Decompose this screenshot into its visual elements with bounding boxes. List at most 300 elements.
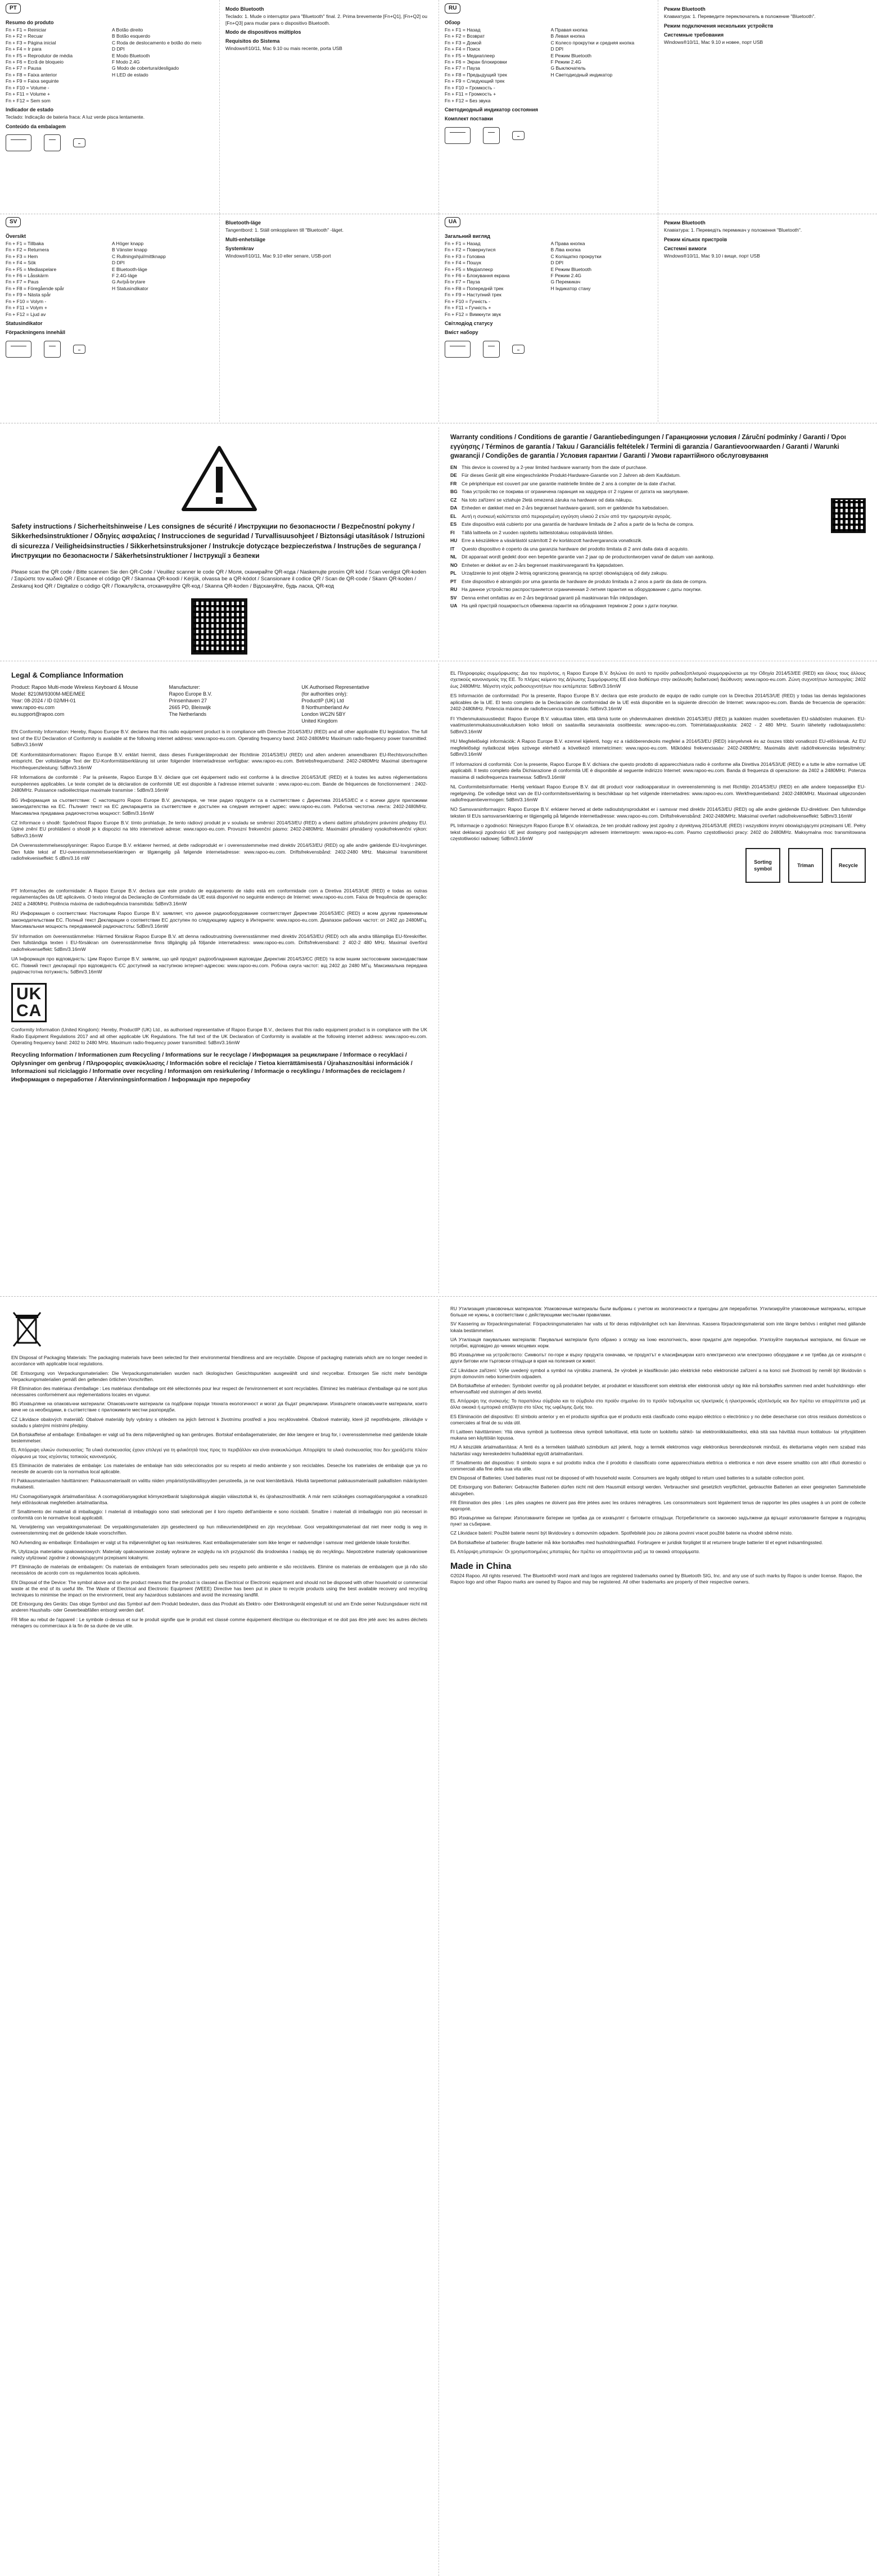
lang-badge: SV <box>6 217 21 227</box>
recycling-paragraph: EL Απόρριψη υλικών συσκευασίας: Τα υλικά συσκευασίας έχουν επιλεγεί για τη φιλικότητά τους προς το περιβάλλον και είναι ανακυκλώσιμα. Απορρίψτε τα υλικά συσκευασίας που δεν χρειάζεστε πλέον σύμφωνα με τους ισχύοντες τοπικούς κανονισμούς. <box>11 1447 427 1459</box>
keyboard-icon <box>6 134 31 151</box>
key-item: D DPI <box>550 46 564 52</box>
warranty-row <box>450 587 825 593</box>
product-name: Product: Rapoo Multi-mode Wireless Keyboard & Mouse <box>11 684 138 690</box>
key-item: Fn + F9 = Faixa seguinte <box>6 78 59 84</box>
recycling-paragraph: FI Laitteen hävittäminen: Yllä oleva symboli ja tuotteessa oleva symboli tarkoittavat, että tuote on luokiteltu sähkö- tai elektroniikkalaitteeksi, eikä sitä saa hävittää muun kotitalous- tai yritysjätteen mukana sen käyttöiän lopussa. <box>450 1429 866 1441</box>
key-item: H Statusindikator <box>112 285 148 291</box>
legal-paragraph: DE Konformitätsinformationen: Rapoo Europe B.V. erklärt hiermit, dass dieses Funkgeräteprodukt der Richtlinie 2014/53/EU (RED) und allen anderen anwendbaren EU-Rechtsvorschriften entspricht. Der vollständige Text der EU-Konformitätserklärung ist unter folgender Internetadresse verfügbar: www.rapoo-eu.com. Betriebsfrequenzband: 2402-2480MHz Maximal übertragene Hochfrequenzleistung: 5dBm/3.16mW <box>11 751 427 770</box>
key-item: D DPI <box>550 260 564 266</box>
lang-code: FR <box>450 480 457 486</box>
recycling-paragraph: EN Disposal of Batteries: Used batteries must not be disposed of with household waste. Consumers are legally obliged to return used batteries to a suitable collection point. <box>450 1475 805 1481</box>
lang-code: HU <box>450 538 458 544</box>
sorting-icon: Sorting symbol <box>745 848 780 883</box>
section-title: Системные требования <box>664 31 724 38</box>
key-item: Fn + F4 = Пошук <box>445 260 481 266</box>
uk-rep-sub: (for authorities only): <box>301 691 348 697</box>
key-item: Fn + F8 = Faixa anterior <box>6 71 57 78</box>
key-item: Fn + F8 = Попередній трек <box>445 285 504 291</box>
section-title: Світлодіод статусу <box>445 321 493 327</box>
key-item: Fn + F1 = Назад <box>445 240 481 246</box>
qr-code-icon[interactable] <box>191 598 247 655</box>
lang-code: PT <box>450 578 456 584</box>
safety-heading: Safety instructions / Sicherheitshinweise / Les consignes de sécurité / Инструкции по безопасности / Bezpečnostní pokyny / Sikkerhedsinstruktioner / Οδηγίες ασφαλείας / Instrucciones de seguridad / Turvallisuusohjeet / Biztonsági utasítások / Istruzioni di sicurezza / Veiligheidsinstructies / Sikkerhetsinstruksjoner / Instrukcje dotyczące bezpieczeństwa / Instruções de segurança / Инструкции по безопасности / Säkerhetsinstruktioner / Інструкції з безпеки <box>11 522 425 560</box>
key-item: H Светодиодный индикатор <box>550 71 613 78</box>
package-diagram <box>6 134 214 151</box>
recycling-logos <box>450 848 866 883</box>
lang-code: NO <box>450 562 458 568</box>
key-item: Fn + F5 = Reprodutor de média <box>6 52 73 58</box>
section-title: Режим подключения нескольких устройств <box>664 22 774 29</box>
recycling-paragraph: BG Изхвърляне на батерии: Използваните батерии не трябва да се изхвърлят с битовите отпадъци. Потребителите са законово задължени да връщат използваните батерии в подходящ пункт за събиране. <box>450 1515 866 1527</box>
product-model: Model: 8210M/9300M-MEE/MEE <box>11 691 85 697</box>
recycling-paragraph: CZ Likvidace baterií: Použité baterie nesmí být likvidovány s domovním odpadem. Spotřebitelé jsou ze zákona povinni vracet použité baterie na vhodné sběrné místo. <box>450 1530 793 1536</box>
warning-icon <box>11 444 427 513</box>
key-item: Fn + F7 = Пауза <box>445 279 480 285</box>
key-item: E Режим Bluetooth <box>550 52 592 58</box>
manual-col-pt-1 <box>0 0 219 214</box>
recycling-paragraph: ES Eliminación de materiales de embalaje: Los materiales de embalaje han sido seleccionados por su respeto al medio ambiente y son reciclables. Deseche los materiales de embalaje que ya no necesite de acuerdo con la normativa local aplicable. <box>11 1462 427 1474</box>
warranty-row <box>450 489 825 495</box>
legal-paragraph: SV Information om överensstämmelse: Härmed försäkrar Rapoo Europe B.V. att denna radioutrustning överensstämmer med direktiv 2014/53/EU (RED) och alla andra tillämpliga EU-föreskrifter. Den fullständiga texten i EU-försäkran om överensstämmelse finns tillgänglig på följande internetadress: www.rapoo-eu.com. Driftsfrekvensband: 2 402-2 480 MHz. Maximal överförd radiofrekvenseffekt: 5dBm/3.16mW <box>11 933 427 952</box>
manufacturer-label: Manufacturer: <box>169 684 201 690</box>
recycling-paragraph: SV Kassering av förpackningsmaterial: Förpackningsmaterialen har valts ut för deras miljövänlighet och kan återvinnas. Kassera förpackningsmaterial som inte längre behövs i enlighet med gällande lokala bestämmelser. <box>450 1321 866 1333</box>
warranty-row <box>450 595 825 601</box>
key-item: Fn + F2 = Повернутися <box>445 247 496 253</box>
lang-code: DE <box>450 472 457 479</box>
legal-paragraph: BG Информация за съответствие: С настоящото Rapoo Europe B.V. декларира, че тези радио продукти са в съответствие с Директива 2014/53/ЕС и с всички други приложими законодателства на ЕС. Пълният текст на ЕС декларацията за съответствие е достъпен на следния интернет адрес: www.rapoo-eu.com. Работна честотна лента: 2402-2480MHz. Максимална предавана радиочестотна мощност: 5dBm/3.16mW <box>11 797 427 816</box>
key-item: Fn + F5 = Медіаплеєр <box>445 266 493 272</box>
key-item: F Режим 2.4G <box>550 272 582 278</box>
key-list <box>445 241 652 318</box>
section-title: Systemkrav <box>225 245 254 251</box>
key-item: C Коліщатко прокрутки <box>550 253 602 259</box>
legal-paragraph: NL Conformiteitsinformatie: Hierbij verklaart Rapoo Europe B.V. dat dit product voor radioapparatuur in overeenstemming is met Richtlijn 2014/53/EU (RED) en alle andere toepasselijke EU-regelgeving. De volledige tekst van de EU-conformiteitsverklaring is beschikbaar op het volgende internetadres: www.rapoo-eu.com. Werkfrequentieband: 2402-2480MHz. Maximaal uitgezonden radiofrequentievermogen: 5dBm/3.16mW <box>450 784 866 802</box>
triman-icon: Triman <box>788 848 823 883</box>
recycling-paragraph: PL Utylizacja materiałów opakowaniowych: Materiały opakowaniowe zostały wybrane ze względu na ich przyjazność dla środowiska i nadają się do recyklingu. Niepotrzebne materiały opakowaniowe należy utylizować zgodnie z obowiązującymi przepisami lokalnymi. <box>11 1548 427 1561</box>
warranty-row <box>450 521 825 527</box>
safety-panel <box>0 427 438 658</box>
legal-paragraph: NO Samsvarsinformasjon: Rapoo Europe B.V. erklærer herved at dette radioutstyrsproduktet er i samsvar med direktiv 2014/53/EU (RED) og alle andre gjeldende EU-direktiver. Den fullstendige teksten til EUs samsvarserklæring er tilgjengelig på følgende internettadresse: www.rapoo-eu.com. Driftsfrekvensbånd: 2402-2480MHz. Maksimal overført radiofrekvenseffekt: 5dBm/3.16mW <box>450 806 866 819</box>
key-item: C Roda de deslocamento e botão do meio <box>112 39 202 46</box>
warranty-text: Това устройство се покрива от ограничена гаранция на хардуера от 2 години от датата на закупуване. <box>462 489 689 495</box>
lang-code: DA <box>450 505 458 511</box>
recycling-paragraph: NO Avhending av emballasje: Emballasjen er valgt ut fra miljøvennlighet og kan resirkuleres. Kast emballasjematerialer som ikke lenger er nødvendige i samsvar med gjeldende lokale forskrifter. <box>11 1539 411 1545</box>
lang-badge: RU <box>445 3 460 13</box>
key-item: Fn + F5 = Медиаплеер <box>445 52 495 58</box>
warranty-text: Enheten er dekket av en 2-års begrenset maskinvaregaranti fra kjøpsdatoen. <box>462 562 625 568</box>
key-item: Fn + F1 = Tillbaka <box>6 240 44 246</box>
key-item: G Av/på-brytare <box>112 279 146 285</box>
key-item: B Левая кнопка <box>550 33 585 39</box>
warranty-row <box>450 472 825 479</box>
recycling-paragraph: EN Disposal of Packaging Materials: The packaging materials have been selected for their environmental friendliness and are recyclable. Dispose of packaging materials which are no longer needed in accordance with applicable local regulations. <box>11 1355 427 1367</box>
lang-badge: UA <box>445 217 460 227</box>
section-title: Обзор <box>445 19 460 25</box>
key-list <box>445 27 652 105</box>
section-title: Светодиодный индикатор состояния <box>445 107 538 113</box>
key-item: Fn + F10 = Гучність - <box>445 298 490 304</box>
divider <box>0 1296 877 1297</box>
key-item: Fn + F9 = Следующий трек <box>445 78 505 84</box>
recycling-heading: Recycling Information / Informationen zum Recycling / Informations sur le recyclage / Информация за рециклиране / Informace o recyklaci / Oplysninger om genbrug / Πληροφορίες ανακύκλωσης / Información sobre el reciclaje / Tietoa kierrättämisestä / Újrahasznosítási információk / Informazioni sul riciclaggio / Informatie over recycling / Informasjon om resirkulering / Informacje o recyklingu / Informações de reciclagem / Информация о переработке / Återvinningsinformation / Інформація про переробку <box>11 1051 413 1083</box>
lang-code: RU <box>450 587 458 593</box>
lang-code: BG <box>450 489 458 495</box>
section-title: Multi-enhetsläge <box>225 236 266 242</box>
recycling-paragraph: EL Απόρριψη μπαταριών: Οι χρησιμοποιημένες μπαταρίες δεν πρέπει να απορρίπτονται μαζί με τα οικιακά απορρίμματα. <box>450 1548 700 1554</box>
manual-col-ua-2 <box>658 214 877 422</box>
warranty-text: Este dispositivo é abrangido por uma garantia de hardware de produto limitada a 2 anos a partir da data de compra. <box>462 578 707 584</box>
key-item: Fn + F1 = Назад <box>445 26 481 33</box>
key-item: Fn + F11 = Volym + <box>6 305 47 311</box>
warranty-text: Αυτή η συσκευή καλύπτεται από περιορισμένη εγγύηση υλικού 2 ετών από την ημερομηνία αγοράς. <box>462 513 672 519</box>
receiver-icon <box>73 345 85 354</box>
recycling-paragraph: NL Verwijdering van verpakkingsmateriaal: De verpakkingsmaterialen zijn geselecteerd op hun milieuvriendelijkheid en zijn recyclebaar. Gooi verpakkingsmateriaal dat niet meer nodig is weg in overeenstemming met de geldende lokale voorschriften. <box>11 1524 427 1536</box>
key-item: E Режим Bluetooth <box>550 266 592 272</box>
section-title: Requisitos do Sistema <box>225 38 280 44</box>
key-item: A Права кнопка <box>550 240 585 246</box>
key-item: G Перемикач <box>550 279 581 285</box>
lang-code: SV <box>450 594 457 601</box>
recycling-paragraph: DE Entsorgung des Geräts: Das obige Symbol und das Symbol auf dem Produkt bedeuten, dass das Produkt als Elektro- oder Elektronikgerät eingestuft ist und am Ende seiner Nutzungsdauer nicht mit anderen Haushalts- oder Gewerbeabfällen entsorgt werden darf. <box>11 1601 427 1613</box>
section-title: Conteúdo da embalagem <box>6 123 66 129</box>
manual-block-sv-ua <box>0 214 877 422</box>
section-title: Системні вимоги <box>664 245 707 251</box>
key-item: A Правая кнопка <box>550 26 588 33</box>
warranty-text: Questo dispositivo è coperto da una garanzia hardware del prodotto limitata di 2 anni dalla data di acquisto. <box>462 545 689 552</box>
manufacturer-line: Rapoo Europe B.V. <box>169 691 213 697</box>
legal-paragraph: FR Informations de conformité : Par la présente, Rapoo Europe B.V. déclare que cet équipement radio est conforme à la directive 2014/53/UE (RED) et à toutes les autres réglementations européennes applicables. Le texte complet de la déclaration de conformité UE est disponible à l'adresse internet suivante : www.rapoo-eu.com. Bande de fréquences de fonctionnement : 2402-2480MHz. Puissance radioélectrique maximale transmise : 5dBm/3.16mW <box>11 774 427 793</box>
legal-paragraph: RU Информация о соответствии: Настоящим Rapoo Europe B.V. заявляет, что данное радиооборудование соответствует Директиве 2014/53/ЕС (RED) и всем другим применимым законодательствам ЕС. Полный текст Декларации о соответствии ЕС доступен по следующему адресу в Интернете: www.rapoo-eu.com. Диапазон рабочих частот: от 2402 до 2480МГц. Максимальная мощность передаваемой радиочастоты: 5dBm/3.16mW <box>11 910 427 930</box>
recycling-paragraph: BG Изхвърляне на устройството: Символът по-горе и върху продукта означава, че продуктът е класифициран като електрическо или електронно оборудване и не трябва да се изхвърля с други битови или търговски отпадъци в края на полезния си живот. <box>450 1352 866 1364</box>
warranty-text: Für dieses Gerät gilt eine eingeschränkte Produkt-Hardware-Garantie von 2 Jahren ab dem Kaufdatum. <box>462 472 681 479</box>
lang-code: ES <box>450 521 457 527</box>
manufacturer-line: 2665 PD, Bleiswijk <box>169 704 211 710</box>
warranty-text: This device is covered by a 2-year limited hardware warranty from the date of purchase. <box>462 464 648 471</box>
recycling-paragraph: FR Mise au rebut de l'appareil : Le symbole ci-dessus et sur le produit signifie que le produit est classé comme équipement électrique ou électronique et ne doit pas être jeté avec les autres déchets ménagers ou commerciaux à la fin de sa durée de vie utile. <box>11 1616 427 1628</box>
manual-col-sv-2 <box>219 214 438 422</box>
ukca-paragraph: Conformity Information (United Kingdom): Hereby, ProductIP (UK) Ltd., as authorised representative of Rapoo Europe B.V., declares that this radio equipment product is in compliance with the UK Radio Equipment Regulations 2017 and all other applicable UK Regulations. The full text of the UK Declaration of Conformity is available at the following internet address: www.rapoo-eu.com. Operating frequency band: 2402 to 2480 MHz. Maximum radio-frequency power transmitted: 5dBm/3.16mW <box>11 1027 427 1046</box>
key-item: Fn + F6 = Блокування екрана <box>445 272 510 278</box>
keyboard-icon <box>445 127 471 144</box>
uk-rep-label: UK Authorised Representative <box>301 684 369 690</box>
key-item: Fn + F2 = Recuar <box>6 33 43 39</box>
key-item: G Выключатель <box>550 65 586 71</box>
key-list <box>6 27 214 105</box>
manual-col-ru-2 <box>658 0 877 214</box>
key-item: Fn + F12 = Sem som <box>6 97 51 103</box>
uk-rep-line: 8 Northumberland Av <box>301 704 349 710</box>
key-item: B Vänster knapp <box>112 247 147 253</box>
warranty-text: Urządzenie to jest objęte 2-letnią ograniczoną gwarancją na sprzęt obowiązującą od daty zakupu. <box>462 570 668 576</box>
lang-code: EN <box>450 464 457 471</box>
support-email[interactable]: eu.support@rapoo.com <box>11 711 65 718</box>
warranty-text: На цей пристрій поширюється обмежена гарантія на обладнання терміном 2 роки з дати покупки. <box>462 602 679 608</box>
legal-paragraph: ES Información de conformidad: Por la presente, Rapoo Europe B.V. declara que este producto de equipo de radio cumple con la Directiva 2014/53/UE (RED) y todas las demás legislaciones aplicables de la UE. El texto completo de la Declaración de conformidad de la UE está disponible en la siguiente dirección de Internet: www.rapoo-eu.com. Banda de frecuencia de operación: 2402-2480MHz. Potencia máxima de radiofrecuencia transmitida: 5dBm/3.16mW <box>450 693 866 712</box>
lang-code: UA <box>450 602 458 608</box>
paragraph: Tangentbord: 1. Ställ omkopplaren till "Bluetooth" -läget. <box>225 227 344 233</box>
key-item: Fn + F8 = Предыдущий трек <box>445 71 507 78</box>
key-item: B Ліва кнопка <box>550 247 581 253</box>
paragraph: Windows®10/11, Mac 9.10 eller senare, USB-port <box>225 252 331 259</box>
paragraph: Windows®10/11, Mac 9.10 і вище, порт USB <box>664 252 760 259</box>
recycling-paragraph: FI Pakkausmateriaalien hävittäminen: Pakkausmateriaalit on valittu niiden ympäristöystävällisyyden perusteella, ja ne ovat kierrätettäviä. Hävitä tarpeettomat pakkausmateriaalit paikallisten määräysten mukaisesti. <box>11 1478 427 1490</box>
key-item: A Höger knapp <box>112 240 144 246</box>
warranty-row <box>450 530 825 536</box>
recycling-paragraph: EL Απόρριψη της συσκευής: Το παραπάνω σύμβολο και το σύμβολο στο προϊόν σημαίνει ότι το προϊόν ταξινομείται ως ηλεκτρικός ή ηλεκτρονικός εξοπλισμός και δεν πρέπει να απορρίπτεται μαζί με άλλα οικιακά ή εμπορικά απόβλητα στο τέλος της ωφέλιμης ζωής του. <box>450 1398 866 1410</box>
legal-info <box>11 684 427 725</box>
warranty-row <box>450 579 825 585</box>
key-item: H Індикатор стану <box>550 285 591 291</box>
recycling-paragraph: RU Утилизация упаковочных материалов: Упаковочные материалы были выбраны с учетом их экологичности и пригодны для переработки. Утилизируйте упаковочные материалы, которые больше не нужны, в соответствии с действующими местными правилами. <box>450 1306 866 1318</box>
legal-paragraph: EN Conformity Information: Hereby, Rapoo Europe B.V. declares that this radio equipment product is in compliance with Directive 2014/53/EU (RED) and all other applicable EU legislation. The full text of the EU Declaration of Conformity is available at the following internet address: www.rapoo-eu.com. Operating frequency band: 2402-2480MHz Maximum radio-frequency power transmitted: 5dBm/3.16mW <box>11 729 427 748</box>
key-item: Fn + F3 = Головна <box>445 253 485 259</box>
key-item: Fn + F3 = Página inicial <box>6 39 56 46</box>
warranty-text: На данное устройство распространяется ограниченная 2-летняя гарантия на оборудование с даты покупки. <box>462 587 702 593</box>
warranty-panel <box>438 427 877 658</box>
key-item: Fn + F5 = Mediaspelare <box>6 266 57 272</box>
section-title: Förpackningens innehåll <box>6 330 66 336</box>
key-item: Fn + F4 = Sök <box>6 260 36 266</box>
lang-badge: PT <box>6 3 21 13</box>
warranty-row <box>450 603 825 609</box>
warranty-row <box>450 562 825 569</box>
key-item: Fn + F11 = Громкость + <box>445 91 496 97</box>
legal-paragraph: IT Informazioni di conformità: Con la presente, Rapoo Europe B.V. dichiara che questo prodotto di apparecchiatura radio è conforme alla Direttiva 2014/53/UE (RED) e a tutte le altre normative UE applicabili. Il testo completo della Dichiarazione di conformità UE è disponibile al seguente indirizzo Internet: www.rapoo-eu.com. Banda di frequenza di operazione: da 2402 a 2480MHz. Potenza massima di radiofrequenza trasmessa: 5dBm/3.16mW <box>450 761 866 780</box>
key-item: Fn + F2 = Возврат <box>445 33 485 39</box>
warranty-text: Denna enhet omfattas av en 2-års begränsad garanti på maskinvaran från inköpsdagen. <box>462 594 648 601</box>
recycling-paragraph: EN Disposal of the Device: The symbol above and on the product means that the product is classed as Electrical or Electronic equipment and should not be disposed with other household or commercial waste at the end of its useful life. The Waste of Electrical and Electronic Equipment (WEEE) Directive has been put in place to recycle products using the best available recovery and recycling techniques to minimise the impact on the environment, treat any hazardous substances and avoid the increasing landfill. <box>11 1579 427 1598</box>
recycling-paragraph: FR Élimination des matériaux d'emballage : Les matériaux d'emballage ont été sélectionnés pour leur respect de l'environnement et sont recyclables. Éliminez les matériaux d'emballage qui ne sont plus nécessaires conformément aux réglementations locales en vigueur. <box>11 1385 427 1398</box>
made-in: Made in China <box>450 1562 512 1571</box>
key-item: Fn + F6 = Экран блокировки <box>445 58 507 65</box>
uk-rep-line: United Kingdom <box>301 718 338 724</box>
lang-code: EL <box>450 513 456 519</box>
uk-rep-line: ProductIP (UK) Ltd <box>301 697 344 703</box>
recycling-paragraph: HU A készülék ártalmatlanítása: A fenti és a terméken található szimbólum azt jelenti, hogy a termék elektromos vagy elektronikus berendezésnek minősül, és élettartama végén nem szabad más háztartási vagy kereskedelmi hulladékkal együtt ártalmatlanítani. <box>450 1444 866 1456</box>
recycling-paragraph: DE Entsorgung von Batterien: Gebrauchte Batterien dürfen nicht mit dem Hausmüll entsorgt werden. Verbraucher sind gesetzlich verpflichtet, gebrauchte Batterien an einer geeigneten Sammelstelle abzugeben. <box>450 1484 866 1496</box>
section-title: Загальний вигляд <box>445 233 490 239</box>
key-item: G Modo de cobertura/desligado <box>112 65 179 71</box>
website-link[interactable]: www.rapoo-eu.com <box>11 704 55 710</box>
key-item: Fn + F6 = Ecrã de bloqueio <box>6 58 64 65</box>
key-item: Fn + F7 = Пауза <box>445 65 480 71</box>
warranty-text: Dit apparaat wordt gedekt door een beperkte garantie van 2 jaar op de productontworpen vanaf de datum van aankoop. <box>462 554 715 560</box>
recycling-paragraph: CZ Likvidace zařízení: Výše uvedený symbol a symbol na výrobku znamená, že výrobek je klasifikován jako elektrické nebo elektronické zařízení a na konci své životnosti by neměl být likvidován s jiným domovním nebo komerčním odpadem. <box>450 1367 866 1379</box>
section-title: Översikt <box>6 233 26 239</box>
safety-section <box>0 427 877 658</box>
warranty-row <box>450 546 825 552</box>
section-title: Режим Bluetooth <box>664 220 706 225</box>
warranty-text: Na toto zařízení se vztahuje 2letá omezená záruka na hardware od data nákupu. <box>462 497 633 503</box>
warranty-text: Enheden er dækket med en 2-års begrænset hardware-garanti, som er gældende fra købsdatoen. <box>462 505 669 511</box>
recycling-paragraph: IT Smaltimento dei materiali di imballaggio: I materiali di imballaggio sono stati selezionati per il loro rispetto dell'ambiente e sono riciclabili. Smaltire i materiali di imballaggio non più necessari in conformità con le normative locali applicabili. <box>11 1508 427 1521</box>
key-item: Fn + F10 = Volym - <box>6 298 47 304</box>
key-item: Fn + F10 = Громкость - <box>445 84 495 91</box>
legal-section <box>0 664 877 1293</box>
warranty-row <box>450 554 825 560</box>
paragraph: Windows®10/11, Mac 9.10 ou mais recente, porta USB <box>225 46 342 52</box>
paragraph: Teclado: Indicação de bateria fraca: A luz verde pisca lentamente. <box>6 114 145 120</box>
lang-code: CZ <box>450 497 457 503</box>
key-item: Fn + F10 = Volume - <box>6 84 49 91</box>
crossed-bin-icon <box>11 1310 43 1348</box>
key-item: B Botão esquerdo <box>112 33 151 39</box>
package-diagram <box>6 341 214 358</box>
warranty-row <box>450 481 825 487</box>
key-item: F 2.4G-läge <box>112 272 137 278</box>
receiver-icon <box>512 131 525 140</box>
key-item: F Режим 2.4G <box>550 58 582 65</box>
section-title: Режим кількох пристроїв <box>664 236 727 242</box>
warranty-row <box>450 570 825 576</box>
recycling-left <box>0 1299 438 2576</box>
product-year: Year: 08-2024 / ID 02/MH-01 <box>11 697 76 703</box>
recycling-paragraph: BG Изхвърляне на опаковъчни материали: Опаковъчните материали са подбрани поради тяхната екологичност и могат да бъдат рециклирани. Изхвърлете опаковъчните материали, които вече не са необходими, в съответствие с приложимите местни разпоредби. <box>11 1401 427 1413</box>
paragraph: Клавіатура: 1. Переведіть перемикач у положення "Bluetooth". <box>664 227 802 233</box>
ukca-mark: UK CA <box>11 978 427 1027</box>
legal-paragraph: FI Yhdenmukaisuustiedot: Rapoo Europe B.V. vakuuttaa täten, että tämä tuote on yhdenmukainen direktiivin 2014/53/EU (RED) ja kaikkien muiden sovellettavien EU-säädösten mukainen. EU-vaatimustenmukaisuusvakuutuksen koko teksti on saatavilla seuraavasta osoitteesta: www.rapoo-eu.com. Toimintataajuuskaista: 2402 - 2 480 MHz. Suurin lähetetty radiotaajuusteho: 5dBm/3.16mW <box>450 715 866 734</box>
key-item: Fn + F7 = Pausa <box>6 65 42 71</box>
receiver-icon <box>512 345 525 354</box>
legal-title: Legal & Compliance Information <box>11 671 124 679</box>
key-item: Fn + F8 = Föregående spår <box>6 285 64 291</box>
paragraph: Teclado: 1. Mude o interruptor para "Bluetooth" final. 2. Prima brevemente [Fn+Q1], [Fn+Q2] ou [Fn+Q3] para mudar para o dispositivo Bluetooth. <box>225 13 427 26</box>
warranty-text: Erre a készülékre a vásárlástól számított 2 év korlátozott hardvergarancia vonatkozik. <box>462 538 643 544</box>
recycling-paragraph: DA Bortskaffelse af enheden: Symbolet ovenfor og på produktet betyder, at produktet er klassificeret som elektrisk eller elektronisk udstyr og ikke må bortskaffes sammen med andet husholdnings- eller erhvervsaffald ved slutningen af dets levetid. <box>450 1382 866 1395</box>
section-title: Modo de dispositivos múltiplos <box>225 29 301 35</box>
recycle-icon: Recycle <box>831 848 866 883</box>
key-item: H LED de estado <box>112 71 148 78</box>
lang-code: NL <box>450 554 457 560</box>
mouse-icon <box>483 127 500 144</box>
key-item: Fn + F12 = Ljud av <box>6 311 46 317</box>
key-item: Fn + F9 = Наступний трек <box>445 292 501 298</box>
warranty-list <box>450 464 825 611</box>
warranty-row <box>450 505 825 511</box>
recycling-paragraph: DA Bortskaffelse af emballage: Emballagen er valgt ud fra dens miljøvenlighed og kan genbruges. Bortskaf emballagematerialer, der ikke længere er brug for, i overensstemmelse med gældende lokale bestemmelser. <box>11 1432 427 1444</box>
key-item: Fn + F11 = Гучність + <box>445 305 491 311</box>
recycling-paragraph: DA Bortskaffelse af batterier: Brugte batterier må ikke bortskaffes med husholdningsaffald. Forbrugere er juridisk forpligtet til at returnere brugte batterier til et egnet indsamlingssted. <box>450 1539 823 1545</box>
key-item: Fn + F12 = Вимкнути звук <box>445 311 501 317</box>
legal-paragraph: CZ Informace o shodě: Společnost Rapoo Europe B.V. tímto prohlašuje, že tento rádiový produkt je v souladu se směrnicí 2014/53/EU (RED) a všemi dalšími příslušnými právními předpisy EU. Úplné znění EU prohlášení o shodě je k dispozici na této internetové adrese: www.rapoo-eu.com. Provozní frekvenční pásmo: 2402-2480MHz. Maximální přenášený vysokofrekvenční výkon: 5dBm/3.16mW <box>11 820 427 838</box>
package-diagram <box>445 127 652 144</box>
section-title: Комплект поставки <box>445 116 493 122</box>
section-title: Вміст набору <box>445 330 478 336</box>
manual-col-pt-2 <box>219 0 438 214</box>
key-item: Fn + F11 = Volume + <box>6 91 50 97</box>
key-item: D DPI <box>112 46 125 52</box>
scan-instruction: Please scan the QR code / Bitte scannen Sie den QR-Code / Veuillez scanner le code QR / Moля, сканирайте QR-кода / Naskenujte prosím QR kód / Scan venligst QR-koden / Σαρώστε τον κωδικό QR / Escanee el código QR / Skannaa QR-koodi / Kérjük, olvassa be a QR-kódot / Scansionare il codice QR / Scan de QR-code / Skann QR-koden / Zeskanuj kod QR / Digitalize o código QR / Пожалуйста, отсканируйте QR-код / Skanna QR-koden / Відскануйте, будь ласка, QR-код <box>11 569 427 590</box>
key-item: E Modo Bluetooth <box>112 52 150 58</box>
key-list <box>6 241 214 318</box>
manual-col-sv-1 <box>0 214 219 422</box>
lang-code: FI <box>450 529 455 535</box>
uk-rep-line: London WC2N 5BY <box>301 711 346 718</box>
package-diagram <box>445 341 652 358</box>
recycling-paragraph: IT Smaltimento del dispositivo: Il simbolo sopra e sul prodotto indica che il prodotto è classificato come apparecchiatura elettrica o elettronica e non deve essere smaltito con altri rifiuti domestici o commerciali alla fine della sua vita utile. <box>450 1459 866 1472</box>
key-item: D DPI <box>112 260 125 266</box>
key-item: Fn + F1 = Reiniciar <box>6 26 47 33</box>
legal-paragraph: PT Informações de conformidade: A Rapoo Europe B.V. declara que este produto de equipamento de rádio está em conformidade com a Diretiva 2014/53/UE (RED) e todas as outras regulamentações da UE aplicáveis. O texto integral da Declaração de Conformidade da UE está disponível no seguinte endereço de Internet: www.rapoo-eu.com. Faixa de frequência de operação: 2402 a 2480MHz. Potência máxima de radiofrequência transmitida: 5dBm/3.16mW <box>11 887 427 906</box>
manual-col-ru-1 <box>438 0 658 214</box>
recycling-paragraph: DE Entsorgung von Verpackungsmaterialien: Die Verpackungsmaterialien wurden nach ökologischen Gesichtspunkten ausgewählt und sind recycelbar. Entsorgen Sie nicht mehr benötigte Verpackungsmaterialien gemäß den geltenden örtlichen Vorschriften. <box>11 1370 427 1382</box>
qr-code-icon[interactable] <box>831 498 866 533</box>
receiver-icon <box>73 138 85 147</box>
recycling-paragraph: CZ Likvidace obalových materiálů: Obalové materiály byly vybrány s ohledem na jejich šetrnost k životnímu prostředí a jsou recyklovatelné. Obalové materiály, které již nepotřebujete, zlikvidujte v souladu s platnými místními předpisy. <box>11 1416 427 1428</box>
mouse-icon <box>44 134 61 151</box>
manufacturer-line: The Netherlands <box>169 711 207 718</box>
key-item: Fn + F4 = Ir para <box>6 46 42 52</box>
legal-paragraph: EL Πληροφορίες συμμόρφωσης: Δια του παρόντος, η Rapoo Europe B.V. δηλώνει ότι αυτό το προϊόν ραδιοεξοπλισμού συμμορφώνεται με την Οδηγία 2014/53/ΕΕ (RED) και όλους τους άλλους σχετικούς κανονισμούς της ΕΕ. Το πλήρες κείμενο της Δήλωσης Συμμόρφωσης ΕΕ είναι διαθέσιμο στην ακόλουθη διαδικτυακή διεύθυνση: www.rapoo-eu.com. Ζώνη συχνοτήτων λειτουργίας: 2402 έως 2480MHz. Μέγιστη ισχύς ραδιοσυχνοτήτων που εκπέμπεται: 5dBm/3.16mW <box>450 670 866 689</box>
section-title: Statusindikator <box>6 321 43 327</box>
manual-col-ua-1 <box>438 214 658 422</box>
manufacturer-line: Prinsenhaven 27 <box>169 697 207 703</box>
key-item: C Rullningshjul/mittknapp <box>112 253 166 259</box>
section-title: Bluetooth-läge <box>225 220 261 225</box>
copyright: ©2024 Rapoo. All rights reserved. The Bluetooth® word mark and logos are registered trademarks owned by Bluetooth SIG, Inc. and any use of such marks by Rapoo is under license. Rapoo, the Rapoo logo and other Rapoo marks are owned by Rapoo and may be registered. All other trademarks are property of their respective owners. <box>450 1572 862 1585</box>
warranty-text: Este dispositivo está cubierto por una garantía de hardware limitada de 2 años a partir de la fecha de compra. <box>462 521 694 527</box>
recycling-paragraph: UA Утилізація пакувальних матеріалів: Пакувальні матеріали було обрано з огляду на їхню екологічність, вони придатні для переробки. Утилізуйте пакувальні матеріали, які більше не потрібні, відповідно до чинних місцевих норм. <box>450 1336 866 1348</box>
keyboard-icon <box>6 341 31 358</box>
paragraph: Windows®10/11, Mac 9.10 и новее, порт USB <box>664 39 763 45</box>
key-item: Fn + F12 = Без звука <box>445 97 491 103</box>
legal-right <box>438 664 877 1293</box>
key-item: Fn + F6 = Låsskärm <box>6 272 49 278</box>
section-title: Resumo do produto <box>6 19 54 25</box>
warranty-text: Ce périphérique est couvert par une garantie matérielle limitée de 2 ans à compter de la date d'achat. <box>462 480 676 486</box>
recycling-paragraph: HU Csomagolóanyagok ártalmatlanítása: A csomagolóanyagokat környezetbarát tulajdonságuk alapján választottuk ki, és újrahasznosíthatók. A már nem szükséges csomagolóanyagokat a vonatkozó helyi előírásoknak megfelelően ártalmatlanítsa. <box>11 1493 427 1505</box>
warranty-row <box>450 513 825 520</box>
lang-code: PL <box>450 570 456 576</box>
mouse-icon <box>483 341 500 358</box>
warranty-row <box>450 464 825 471</box>
warranty-row <box>450 497 825 503</box>
key-item: C Колесо прокрутки и средняя кнопка <box>550 39 635 46</box>
key-item: Fn + F7 = Paus <box>6 279 39 285</box>
key-item: F Modo 2.4G <box>112 58 140 65</box>
key-item: Fn + F4 = Поиск <box>445 46 480 52</box>
key-item: E Bluetooth-läge <box>112 266 147 272</box>
recycling-paragraph: PT Eliminação de materiais de embalagem: Os materiais de embalagem foram selecionados pelo seu respeito pelo ambiente e são recicláveis. Elimine os materiais de embalagem que já não são necessários de acordo com os regulamentos locais aplicáveis. <box>11 1564 427 1576</box>
legal-left <box>0 664 438 1293</box>
warranty-title: Warranty conditions / Conditions de garantie / Garantiebedingungen / Гаранционни условия / Záruční podmínky / Garanti / Όροι εγγύησης / Términos de garantía / Takuu / Garanciális feltételek / Termini di garanzia / Garantievoorwaarden / Garanti / Warunki gwarancji / Condições de garantia / Условия гарантии / Garanti / Умови гарантійного обслуговування <box>450 434 846 460</box>
key-item: Fn + F9 = Nästa spår <box>6 292 51 298</box>
legal-paragraph: HU Megfelelőségi információk: A Rapoo Europe B.V. ezennel kijelenti, hogy ez a rádióberendezés megfelel a 2014/53/EU (RED) irányelvnek és az összes többi vonatkozó EU-előírásnak. Az EU megfelelőségi nyilatkozat teljes szövege elérhető a következő internetcímen: www.rapoo-eu.com. Működési frekvenciasáv: 2402-2480MHz. Maximális átvitt rádiófrekvenciás teljesítmény: 5dBm/3.16mW <box>450 738 866 757</box>
legal-paragraph: DA Overensstemmelsesoplysninger: Rapoo Europe B.V. erklærer hermed, at dette radioprodukt er i overensstemmelse med direktiv 2014/53/EU (RED) og alle andre gældende EU-lovgivninger. Den fulde tekst af EU-overensstemmelseserklæringen er tilgængelig på følgende internetadresse: www.rapoo-eu.com. Driftsfrekvensbånd: 2402-2480 MHz. Maksimal transmitteret radiofrekveniseffekt: 5 dBm/3.16 mW <box>11 842 427 861</box>
recycling-section <box>0 1299 877 2576</box>
manual-block-pt-ru <box>0 0 877 214</box>
key-item: Fn + F3 = Домой <box>445 39 482 46</box>
key-item: Fn + F3 = Hem <box>6 253 38 259</box>
lang-code: IT <box>450 545 455 552</box>
keyboard-icon <box>445 341 471 358</box>
section-title: Indicador de estado <box>6 107 54 113</box>
recycling-right <box>438 1299 877 2576</box>
recycling-paragraph: FR Élimination des piles : Les piles usagées ne doivent pas être jetées avec les ordures ménagères. Les consommateurs sont légalement tenus de rapporter les piles usagées à un point de collecte approprié. <box>450 1499 866 1512</box>
warranty-row <box>450 538 825 544</box>
warranty-text: Tällä laitteella on 2 vuoden rajoitettu laitteistotakuu ostopäivästä lähtien. <box>462 529 614 535</box>
key-item: A Botão direito <box>112 26 143 33</box>
recycling-paragraph: ES Eliminación del dispositivo: El símbolo anterior y en el producto significa que el producto está clasificado como equipo eléctrico o electrónico y no debe desecharse con otros residuos domésticos o comerciales al final de su vida útil. <box>450 1413 866 1425</box>
paragraph: Клавиатура: 1. Переведите переключатель в положение "Bluetooth". <box>664 13 816 20</box>
section-title: Modo Bluetooth <box>225 6 264 12</box>
legal-paragraph: UA Інформація про відповідність: Цим Rapoo Europe B.V. заявляє, що цей продукт радіообладнання відповідає Директиві 2014/53/ЄС (RED) та всім іншим застосовним законодавствам ЄС. Повний текст декларації про відповідність ЄС доступний за наступною інтернет-адресою: www.rapoo-eu.com. Робоча смуга частот: від 2402 до 2480 МГц. Максимальна передана радіочастотна потужність: 5dBm/3.16mW <box>11 956 427 975</box>
section-title: Режим Bluetooth <box>664 6 706 12</box>
key-item: Fn + F2 = Returnera <box>6 247 49 253</box>
legal-paragraph: PL Informacje o zgodności: Niniejszym Rapoo Europe B.V. oświadcza, że ten produkt radiowy jest zgodny z dyrektywą 2014/53/UE (RED) i wszystkimi innymi obowiązującymi przepisami UE. Pełny tekst deklaracji zgodności UE jest dostępny pod następującym adresem internetowym: www.rapoo-eu.com. Pasmo częstotliwości pracy: 2402 do 2480MHz. Maksymalna moc transmitowana częstotliwości radiowej: 5dBm/3.16mW <box>450 823 866 842</box>
mouse-icon <box>44 341 61 358</box>
